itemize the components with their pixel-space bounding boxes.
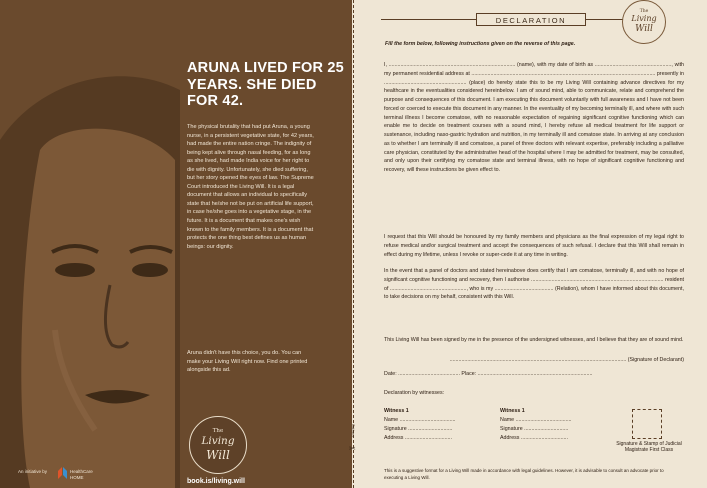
magistrate-stamp-box[interactable] (632, 409, 662, 439)
cut-here-label: Cut here (351, 424, 355, 438)
declaration-form (349, 0, 707, 488)
witness-statement: This Living Will has been signed by me in the presence of the undersigned witnesses, and I believe that they are of sound mind. (384, 337, 684, 343)
witness-1-name-field[interactable]: Name ...................................... (384, 416, 456, 423)
witness-2-block (500, 407, 615, 443)
declarant-signature-field[interactable]: ........................................................................................................................ (Signature of Declarant) (449, 357, 684, 363)
date-place-field[interactable]: Date: .......................................... Place: .............................................................................. (384, 371, 593, 377)
partner-line1: HealthCare (70, 469, 93, 474)
witness-1-signature-field[interactable]: Signature .............................. (384, 425, 453, 432)
stamp-label: Signature & Stamp of Judicial Magistrate First Class (616, 441, 682, 454)
call-to-action: Aruna didn't have this choice, you do. You can make your Living Will right now. Find one printed alongside this ad. (187, 350, 308, 374)
badge-living: Living (631, 14, 657, 23)
form-instruction: Fill the form below, following instructions given on the reverse of this page. (385, 41, 576, 47)
cut-line (353, 0, 354, 488)
logo-will: Will (206, 448, 230, 462)
witness-2-address-field[interactable]: Address ................................ (500, 434, 568, 441)
badge-will: Will (635, 24, 653, 34)
partner-name (70, 469, 93, 480)
logo-the: The (212, 428, 224, 434)
witness-1-address-field[interactable]: Address ................................ (384, 434, 452, 441)
website-link[interactable]: book.is/living.will (187, 478, 245, 485)
witness-2-signature-field[interactable]: Signature .............................. (500, 425, 569, 432)
living-will-badge (622, 0, 666, 44)
badge-the: The (639, 9, 649, 14)
witness-1-block (384, 407, 499, 443)
witness-heading: Declaration by witnesses: (384, 390, 445, 396)
partner-line2: HOME (70, 474, 84, 480)
declaration-paragraph-2: I request that this Will should be honoured by my family members and physicians as the final expression of my legal right to refuse medical and/or surgical treatment and accept the consequences of such refusal. I declare that this Will shall remain in effect during my lifetime, unless I revoke or super-cede it at any time in writing. (384, 234, 684, 258)
declaration-title: DECLARATION (495, 16, 567, 25)
headline: ARUNA LIVED FOR 25 YEARS. SHE DIED FOR 42. (187, 60, 344, 109)
healthcare-logo-icon (58, 465, 67, 479)
story-copy: The physical brutality that had put Aruna, a young nurse, in a persistent vegetative state, for 42 years, had made the entire nation cringe. The indignity of being kept alive through nasal feeding, for as long as she lived, had made India voice for her right to die with dignity. Unfortunately, she died suffering, but her story opened the eyes of law. The Supreme Court introduced the Living Will. It is a legal document that allows an individual to specifically state that he/she not be put on artificial life support, in case he/she goes into a vegetative stage, in the future. It is a document that makes one's wish known to the family members. It is a document that protects the one thing best defines us as human beings: our dignity. (187, 124, 314, 250)
declaration-title-box (476, 13, 586, 26)
declaration-paragraph-1[interactable]: I, ...................................................................................... (name), with my date of birth as ...................................................., with my permanent residential address at ............................................................................................................................. presently in ........................................................ (place) do hereby state this to be my Living Will containing advance directives for my healthcare in the eventualities considered hereinbelow. I am of sound mind, able to communicate, relate and comprehend the purpose and consequences of this document. I am executing this document voluntarily with full awareness and I have not been forced or coerced to execute this document in any manner. In the eventuality of my becoming terminally ill, and where with such terminal illness I become comatose, with no reasonable expectation of regaining significant cognitive functioning which can enable me to decide on treatment courses with a sound mind, I hereby refuse all medical treatment for life support or sustenance, including naso-gastric hydration and nutrition, in my terminally ill and comatose state. In arriving at any conclusion as to whether I am terminally ill and comatose, a panel of three doctors with relevant expertise, preferably including a palliative care physician, constituted by the administrative head of the hospital where I may be admitted for treatment, may be consulted, and only upon their certifying my comatose state and terminal illness, with no hope of significant cognitive functioning and recovery, will these instructions be given effect to. (384, 62, 684, 173)
legal-disclaimer: This is a suggestive format for a Living Will made in accordance with legal guidelines. However, it is advisable to consult an advocate prior to executing a Living Will. (384, 468, 664, 480)
witness-1-title: Witness 1 (384, 408, 409, 414)
witness-2-title: Witness 1 (500, 408, 525, 414)
logo-living: Living (201, 435, 235, 447)
ad-panel (0, 0, 352, 488)
initiative-label: An initiative by (18, 469, 48, 474)
living-will-logo (189, 416, 247, 474)
scissors-icon: ✂ (349, 444, 356, 453)
witness-2-name-field[interactable]: Name ...................................... (500, 416, 572, 423)
authorisation-paragraph[interactable]: In the event that a panel of doctors and stated hereinabove does certify that I am comatose, terminally ill, and with no hope of significant cognitive functioning and recovery, then I authorise .......................................................................................... resident of ...................................................., who is my ........................................ (Relation), whom I have informed about this document, to take decisions on my behalf, consistent with this Will. (384, 268, 684, 301)
